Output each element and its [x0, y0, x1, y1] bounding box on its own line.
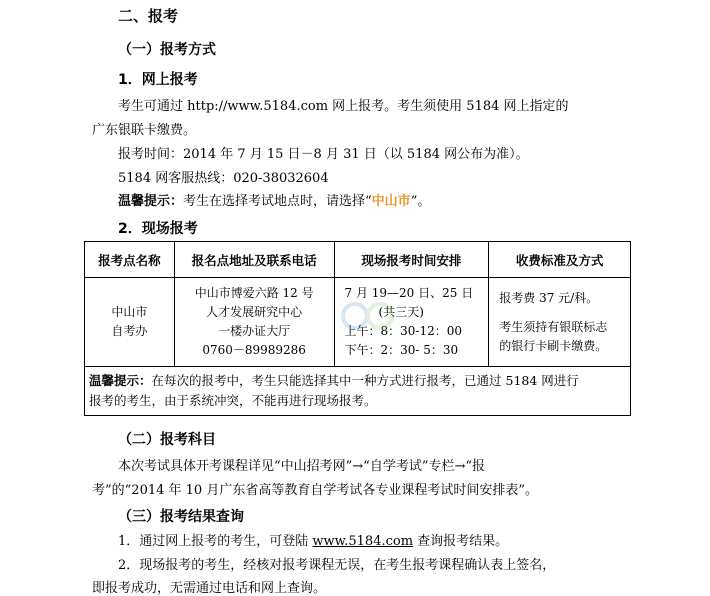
- cell-address: [174, 278, 334, 367]
- table-header: 收费标准及方式: [489, 242, 631, 278]
- note-text: 在每次的报考中，考生只能选择其中一种方式进行报考，已通过 5184 网进行: [151, 373, 579, 388]
- sub3-title: （三）报考结果查询: [118, 509, 244, 525]
- name-line: 中山市: [111, 305, 148, 319]
- note-line2: 报考的考生，由于系统冲突，不能再进行现场报考。: [89, 393, 377, 408]
- tip-highlight: 中山市: [371, 194, 411, 209]
- tip-text: 考生在选择考试地点时，请选择“: [183, 194, 372, 209]
- section-title: 二、报考: [118, 7, 179, 25]
- sub3-line1: [118, 530, 508, 549]
- tip-end: ”。: [410, 194, 431, 209]
- sub3-line1-b: 查询报考结果。: [413, 534, 509, 549]
- sub2-line1: 本次考试具体开考课程详见“中山招考网”→“自学考试”专栏→“报: [118, 459, 486, 474]
- time-line: 下午：2：30- 5：30: [344, 343, 459, 357]
- address-line: 0760－89989286: [202, 343, 306, 357]
- cell-fee: [489, 278, 631, 367]
- table-note-row: [85, 367, 631, 416]
- online-title: 1．网上报考: [118, 72, 198, 88]
- fee-line: 的银行卡刷卡缴费。: [499, 338, 608, 353]
- online-line2: 广东银联卡缴费。: [92, 123, 197, 138]
- time-line: 上午：8：30-12：00: [344, 324, 463, 338]
- sub2-title: （二）报考科目: [118, 432, 216, 448]
- sub3-line3: 即报考成功，无需通过电话和网上查询。: [92, 581, 327, 596]
- fee-line: 考生须持有银联标志: [499, 319, 608, 334]
- address-line: 一楼办证大厅: [218, 324, 291, 338]
- table-header: 报名点地址及联系电话: [174, 242, 334, 278]
- table-header-row: [85, 242, 631, 278]
- result-link[interactable]: www.5184.com: [312, 534, 414, 549]
- table-header: 现场报考时间安排: [334, 242, 489, 278]
- cell-name: [85, 278, 175, 367]
- online-tip: [118, 190, 430, 209]
- name-line: 自考办: [111, 324, 148, 338]
- sub2-line2: 考”的“2014 年 10 月广东省高等教育自学考试各专业课程考试时间安排表”。: [92, 483, 538, 498]
- onsite-title: 2．现场报考: [118, 221, 198, 237]
- watermark-graphic: [340, 296, 400, 336]
- note-line1: [89, 371, 626, 391]
- note-label: 温馨提示：: [89, 373, 152, 388]
- address-line: 中山市博爱六路 12 号: [194, 286, 314, 300]
- online-hotline: 5184 网客服热线：020-38032604: [118, 171, 329, 186]
- time-line: 7 月 19—20 日、25 日: [344, 286, 474, 300]
- address-line: 人才发展研究中心: [206, 305, 303, 319]
- table-header: 报考点名称: [85, 242, 175, 278]
- sub1-title: （一）报考方式: [118, 42, 216, 58]
- online-time: 报考时间：2014 年 7 月 15 日－8 月 31 日（以 5184 网公布为准）。: [118, 147, 529, 162]
- sub3-line2: 2．现场报考的考生，经核对报考课程无误，在考生报考课程确认表上签名，: [118, 558, 556, 573]
- tip-label: 温馨提示：: [118, 194, 184, 209]
- sub3-line1-a: 1．通过网上报考的考生，可登陆: [118, 534, 313, 549]
- time-line: (共三天): [378, 305, 424, 319]
- table-note: [85, 367, 631, 416]
- online-line1: 考生可通过 http://www.5184.com 网上报考。考生须使用 5184 网上指定的: [118, 99, 569, 114]
- fee-line: 报考费 37 元/科。: [499, 290, 599, 305]
